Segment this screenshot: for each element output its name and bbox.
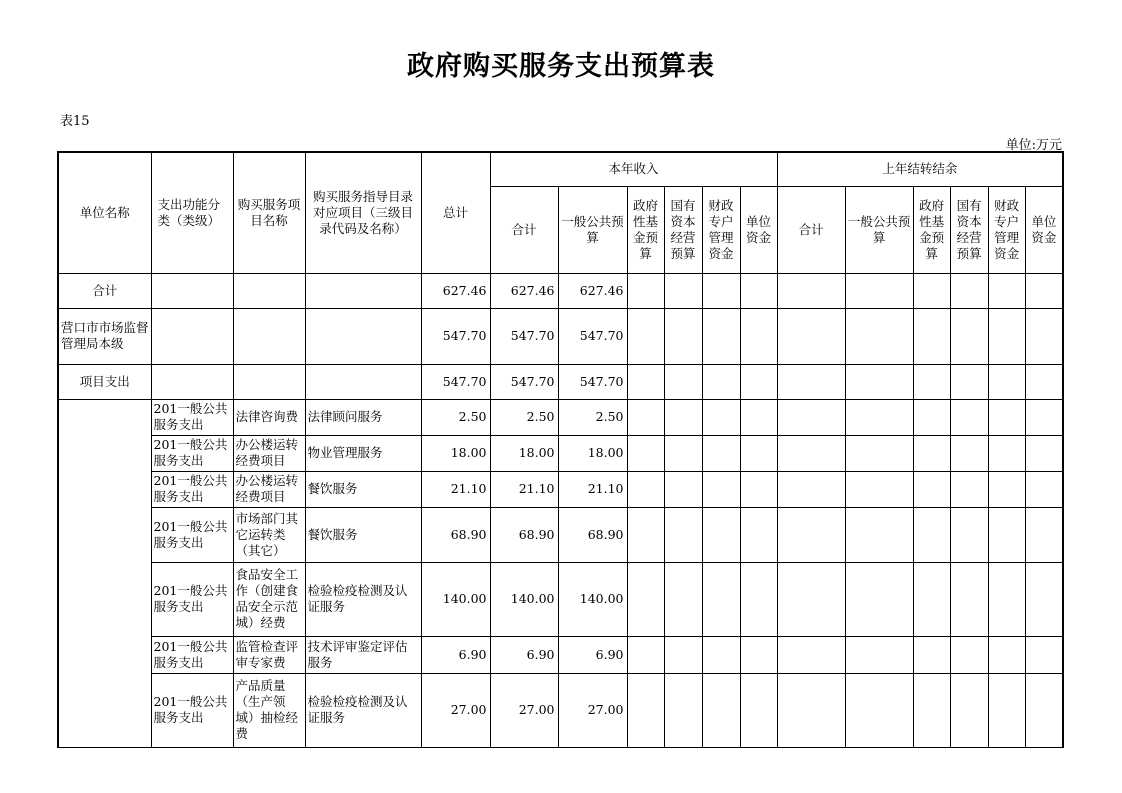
cell-func: 201一般公共服务支出 bbox=[151, 399, 233, 435]
cell-total: 140.00 bbox=[421, 562, 490, 636]
cell-empty bbox=[702, 308, 740, 364]
cell-empty bbox=[1025, 364, 1063, 399]
cell-empty bbox=[913, 562, 950, 636]
cell-guide: 检验检疫检测及认证服务 bbox=[305, 562, 421, 636]
table-row-total bbox=[58, 273, 1063, 308]
cell-subtotal: 2.50 bbox=[490, 399, 558, 435]
header-cur-state-capital: 国有资本经营预算 bbox=[664, 186, 702, 273]
cell-item bbox=[233, 273, 305, 308]
cell-total: 627.46 bbox=[421, 273, 490, 308]
cell-empty bbox=[950, 435, 988, 471]
cell-subtotal: 140.00 bbox=[490, 562, 558, 636]
cell-empty bbox=[702, 364, 740, 399]
header-guide-item: 购买服务指导目录对应项目（三级目录代码及名称） bbox=[305, 152, 421, 273]
cell-empty bbox=[740, 507, 777, 562]
cell-func bbox=[151, 308, 233, 364]
cell-empty bbox=[1025, 673, 1063, 747]
cell-empty bbox=[702, 673, 740, 747]
cell-empty bbox=[702, 471, 740, 507]
cell-empty bbox=[702, 273, 740, 308]
header-cur-fiscal-special: 财政专户管理资金 bbox=[702, 186, 740, 273]
cell-func bbox=[151, 273, 233, 308]
header-total: 总计 bbox=[421, 152, 490, 273]
header-function-class: 支出功能分类（类级） bbox=[151, 152, 233, 273]
cell-general: 627.46 bbox=[558, 273, 627, 308]
cell-total: 27.00 bbox=[421, 673, 490, 747]
cell-empty bbox=[988, 308, 1025, 364]
cell-empty bbox=[913, 308, 950, 364]
cell-empty bbox=[740, 673, 777, 747]
cell-empty bbox=[1025, 507, 1063, 562]
cell-empty bbox=[950, 399, 988, 435]
cell-total: 18.00 bbox=[421, 435, 490, 471]
table-row-item bbox=[58, 471, 1063, 507]
cell-empty bbox=[845, 399, 913, 435]
cell-empty bbox=[740, 636, 777, 673]
cell-item bbox=[233, 308, 305, 364]
cell-empty bbox=[664, 308, 702, 364]
cell-empty bbox=[950, 273, 988, 308]
cell-empty bbox=[627, 399, 664, 435]
cell-subtotal: 27.00 bbox=[490, 673, 558, 747]
cell-empty bbox=[988, 399, 1025, 435]
cell-general: 68.90 bbox=[558, 507, 627, 562]
cell-empty bbox=[664, 507, 702, 562]
cell-guide: 法律顾问服务 bbox=[305, 399, 421, 435]
cell-empty bbox=[845, 636, 913, 673]
cell-guide: 餐饮服务 bbox=[305, 507, 421, 562]
table-row-item bbox=[58, 507, 1063, 562]
cell-empty bbox=[988, 471, 1025, 507]
cell-empty bbox=[913, 273, 950, 308]
cell-empty bbox=[740, 364, 777, 399]
cell-empty bbox=[627, 636, 664, 673]
cell-empty bbox=[664, 636, 702, 673]
cell-empty bbox=[1025, 273, 1063, 308]
cell-unit: 项目支出 bbox=[58, 364, 151, 399]
header-row-1 bbox=[58, 152, 1063, 186]
cell-empty bbox=[777, 507, 845, 562]
cell-empty bbox=[845, 471, 913, 507]
cell-empty bbox=[913, 435, 950, 471]
cell-empty bbox=[702, 636, 740, 673]
cell-total: 547.70 bbox=[421, 364, 490, 399]
cell-empty bbox=[913, 507, 950, 562]
cell-empty bbox=[664, 471, 702, 507]
header-carry-subtotal: 合计 bbox=[777, 186, 845, 273]
cell-empty bbox=[702, 399, 740, 435]
cell-empty bbox=[845, 273, 913, 308]
cell-empty bbox=[777, 435, 845, 471]
cell-empty bbox=[913, 399, 950, 435]
cell-guide: 餐饮服务 bbox=[305, 471, 421, 507]
cell-item: 食品安全工作（创建食品安全示范城）经费 bbox=[233, 562, 305, 636]
cell-guide bbox=[305, 308, 421, 364]
header-carry-fiscal-special: 财政专户管理资金 bbox=[988, 186, 1025, 273]
cell-func: 201一般公共服务支出 bbox=[151, 471, 233, 507]
cell-empty bbox=[702, 507, 740, 562]
cell-item: 监管检查评审专家费 bbox=[233, 636, 305, 673]
cell-empty bbox=[1025, 471, 1063, 507]
header-carryover: 上年结转结余 bbox=[777, 152, 1063, 186]
cell-empty bbox=[627, 435, 664, 471]
cell-subtotal: 68.90 bbox=[490, 507, 558, 562]
cell-empty bbox=[1025, 399, 1063, 435]
cell-empty bbox=[664, 273, 702, 308]
cell-empty bbox=[950, 636, 988, 673]
cell-empty bbox=[740, 435, 777, 471]
cell-empty bbox=[950, 364, 988, 399]
cell-general: 547.70 bbox=[558, 308, 627, 364]
budget-table bbox=[57, 151, 1064, 748]
cell-general: 140.00 bbox=[558, 562, 627, 636]
cell-empty bbox=[627, 562, 664, 636]
cell-total: 2.50 bbox=[421, 399, 490, 435]
cell-subtotal: 6.90 bbox=[490, 636, 558, 673]
cell-empty bbox=[777, 308, 845, 364]
cell-empty bbox=[988, 435, 1025, 471]
table-row-item bbox=[58, 673, 1063, 747]
cell-empty bbox=[988, 364, 1025, 399]
cell-empty bbox=[777, 636, 845, 673]
cell-subtotal: 547.70 bbox=[490, 364, 558, 399]
cell-empty bbox=[988, 562, 1025, 636]
cell-general: 2.50 bbox=[558, 399, 627, 435]
cell-general: 547.70 bbox=[558, 364, 627, 399]
page-title: 政府购买服务支出预算表 bbox=[407, 51, 715, 82]
cell-item: 法律咨询费 bbox=[233, 399, 305, 435]
cell-empty bbox=[664, 673, 702, 747]
header-carry-state-capital: 国有资本经营预算 bbox=[950, 186, 988, 273]
cell-empty bbox=[913, 673, 950, 747]
cell-empty bbox=[740, 471, 777, 507]
cell-empty bbox=[988, 673, 1025, 747]
table-row-item bbox=[58, 636, 1063, 673]
cell-empty bbox=[664, 399, 702, 435]
cell-empty bbox=[845, 507, 913, 562]
cell-empty bbox=[913, 471, 950, 507]
cell-empty bbox=[988, 273, 1025, 308]
cell-total: 21.10 bbox=[421, 471, 490, 507]
cell-empty bbox=[777, 399, 845, 435]
cell-func bbox=[151, 364, 233, 399]
cell-func: 201一般公共服务支出 bbox=[151, 673, 233, 747]
cell-empty bbox=[664, 364, 702, 399]
cell-empty bbox=[913, 364, 950, 399]
cell-empty bbox=[777, 364, 845, 399]
header-carry-general-budget: 一般公共预算 bbox=[845, 186, 913, 273]
cell-empty bbox=[988, 507, 1025, 562]
cell-empty bbox=[627, 507, 664, 562]
cell-empty bbox=[845, 673, 913, 747]
cell-func: 201一般公共服务支出 bbox=[151, 636, 233, 673]
cell-empty bbox=[627, 364, 664, 399]
cell-empty bbox=[777, 673, 845, 747]
cell-empty bbox=[664, 435, 702, 471]
cell-empty bbox=[702, 435, 740, 471]
cell-empty bbox=[627, 673, 664, 747]
cell-guide: 技术评审鉴定评估服务 bbox=[305, 636, 421, 673]
table-row-item bbox=[58, 562, 1063, 636]
cell-unit: 营口市市场监督管理局本级 bbox=[58, 308, 151, 364]
cell-empty bbox=[988, 636, 1025, 673]
unit-label: 单位:万元 bbox=[1005, 138, 1062, 153]
cell-empty bbox=[777, 562, 845, 636]
cell-total: 547.70 bbox=[421, 308, 490, 364]
cell-item: 市场部门其它运转类（其它） bbox=[233, 507, 305, 562]
cell-empty bbox=[950, 471, 988, 507]
cell-subtotal: 627.46 bbox=[490, 273, 558, 308]
cell-general: 21.10 bbox=[558, 471, 627, 507]
cell-func: 201一般公共服务支出 bbox=[151, 562, 233, 636]
cell-guide: 物业管理服务 bbox=[305, 435, 421, 471]
cell-guide bbox=[305, 364, 421, 399]
cell-empty bbox=[740, 273, 777, 308]
cell-general: 27.00 bbox=[558, 673, 627, 747]
cell-empty bbox=[740, 308, 777, 364]
cell-empty bbox=[777, 471, 845, 507]
cell-empty bbox=[702, 562, 740, 636]
cell-empty bbox=[627, 308, 664, 364]
cell-empty bbox=[1025, 636, 1063, 673]
cell-total: 6.90 bbox=[421, 636, 490, 673]
cell-empty bbox=[845, 364, 913, 399]
cell-item: 办公楼运转经费项目 bbox=[233, 435, 305, 471]
cell-empty bbox=[1025, 308, 1063, 364]
cell-empty bbox=[1025, 435, 1063, 471]
cell-empty bbox=[845, 435, 913, 471]
cell-empty bbox=[950, 562, 988, 636]
cell-subtotal: 21.10 bbox=[490, 471, 558, 507]
cell-func: 201一般公共服务支出 bbox=[151, 435, 233, 471]
cell-unit: 合计 bbox=[58, 273, 151, 308]
table-row-item bbox=[58, 435, 1063, 471]
cell-empty bbox=[950, 673, 988, 747]
cell-general: 6.90 bbox=[558, 636, 627, 673]
header-cur-general-budget: 一般公共预算 bbox=[558, 186, 627, 273]
cell-item: 产品质量（生产领域）抽检经费 bbox=[233, 673, 305, 747]
cell-guide bbox=[305, 273, 421, 308]
cell-item: 办公楼运转经费项目 bbox=[233, 471, 305, 507]
header-service-item: 购买服务项目名称 bbox=[233, 152, 305, 273]
table-row-bureau bbox=[58, 308, 1063, 364]
cell-empty bbox=[627, 273, 664, 308]
cell-empty bbox=[740, 562, 777, 636]
header-cur-gov-fund: 政府性基金预算 bbox=[627, 186, 664, 273]
cell-general: 18.00 bbox=[558, 435, 627, 471]
header-cur-unit-fund: 单位资金 bbox=[740, 186, 777, 273]
cell-item bbox=[233, 364, 305, 399]
cell-empty bbox=[1025, 562, 1063, 636]
cell-empty bbox=[950, 507, 988, 562]
table-number: 表15 bbox=[60, 114, 90, 129]
table-row-project bbox=[58, 364, 1063, 399]
cell-empty bbox=[950, 308, 988, 364]
cell-empty bbox=[664, 562, 702, 636]
table-row-item bbox=[58, 399, 1063, 435]
header-current-income: 本年收入 bbox=[490, 152, 777, 186]
cell-func: 201一般公共服务支出 bbox=[151, 507, 233, 562]
cell-subtotal: 547.70 bbox=[490, 308, 558, 364]
header-unit-name: 单位名称 bbox=[58, 152, 151, 273]
header-cur-subtotal: 合计 bbox=[490, 186, 558, 273]
cell-guide: 检验检疫检测及认证服务 bbox=[305, 673, 421, 747]
cell-empty bbox=[740, 399, 777, 435]
cell-total: 68.90 bbox=[421, 507, 490, 562]
cell-empty bbox=[845, 308, 913, 364]
header-carry-gov-fund: 政府性基金预算 bbox=[913, 186, 950, 273]
cell-empty bbox=[845, 562, 913, 636]
cell-unit-merged bbox=[58, 399, 151, 747]
cell-empty bbox=[913, 636, 950, 673]
cell-empty bbox=[777, 273, 845, 308]
header-carry-unit-fund: 单位资金 bbox=[1025, 186, 1063, 273]
cell-empty bbox=[627, 471, 664, 507]
cell-subtotal: 18.00 bbox=[490, 435, 558, 471]
